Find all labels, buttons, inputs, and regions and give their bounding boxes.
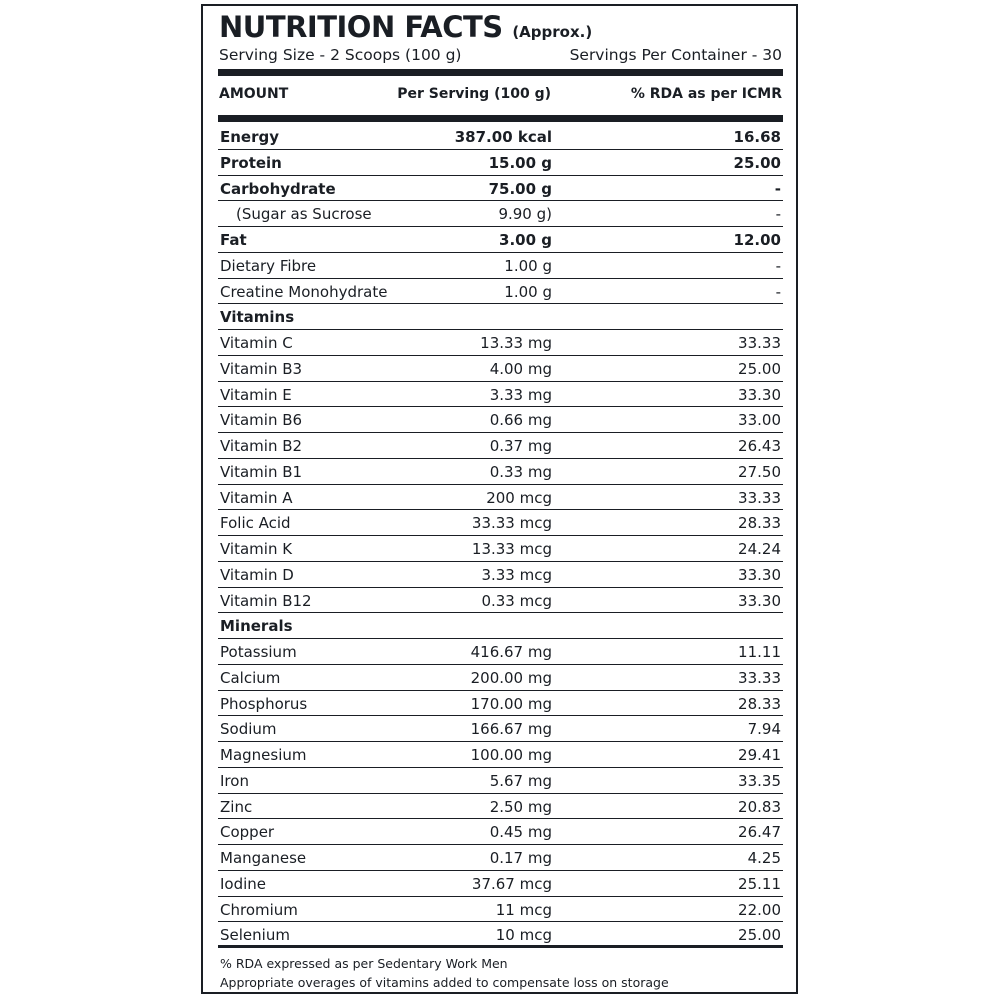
per-serving-value: 3.00 g bbox=[499, 231, 552, 249]
footnotes bbox=[220, 954, 669, 992]
per-serving-header: Per Serving (100 g) bbox=[397, 86, 551, 102]
column-header bbox=[219, 86, 782, 108]
nutrient-name: Iron bbox=[220, 771, 249, 790]
rda-value: 33.35 bbox=[738, 771, 781, 790]
nutrient-name: Manganese bbox=[220, 849, 307, 867]
per-serving-value: 9.90 g) bbox=[498, 205, 552, 224]
rda-value: 26.43 bbox=[738, 437, 781, 455]
rda-value: 7.94 bbox=[747, 720, 781, 739]
per-serving-value: 3.33 mcg bbox=[481, 565, 552, 584]
rda-value: - bbox=[774, 179, 781, 198]
table-row bbox=[218, 304, 783, 330]
nutrient-name: Energy bbox=[220, 128, 280, 146]
thick-divider bbox=[218, 69, 783, 76]
per-serving-value: 0.66 mg bbox=[489, 411, 552, 430]
per-serving-value: 33.33 mcg bbox=[471, 514, 552, 533]
rda-value: 25.11 bbox=[738, 874, 781, 893]
nutrient-name: Carbohydrate bbox=[220, 179, 336, 198]
rda-value: 26.47 bbox=[738, 823, 781, 842]
nutrient-name: Phosphorus bbox=[220, 694, 308, 713]
rda-value: 33.33 bbox=[738, 334, 781, 352]
nutrient-name: Protein bbox=[220, 153, 282, 172]
rda-value: 33.30 bbox=[738, 565, 781, 584]
per-serving-value: 100.00 mg bbox=[470, 746, 552, 764]
per-serving-value: 0.33 mg bbox=[489, 462, 552, 481]
nutrient-name: Chromium bbox=[220, 900, 298, 919]
nutrient-name: Vitamin B12 bbox=[220, 591, 312, 610]
nutrient-name: Sodium bbox=[220, 720, 277, 739]
rda-value: 27.50 bbox=[738, 462, 781, 481]
title-note: (Approx.) bbox=[512, 23, 593, 41]
nutrient-name: Zinc bbox=[220, 797, 253, 816]
nutrient-name: (Sugar as Sucrose bbox=[236, 205, 372, 224]
rda-value: 33.00 bbox=[738, 411, 781, 430]
thick-divider bbox=[218, 115, 783, 122]
label-title bbox=[219, 10, 592, 44]
rda-value: 4.25 bbox=[747, 849, 781, 867]
nutrient-name: Vitamin E bbox=[220, 385, 292, 404]
table-row bbox=[218, 485, 783, 511]
per-serving-value: 3.33 mg bbox=[489, 385, 552, 404]
per-serving-value: 13.33 mcg bbox=[471, 540, 552, 558]
table-row bbox=[218, 845, 783, 871]
nutrient-name: Vitamin C bbox=[220, 334, 293, 352]
table-row bbox=[218, 536, 783, 562]
per-serving-value: 37.67 mcg bbox=[471, 874, 552, 893]
table-row bbox=[218, 510, 783, 536]
bottom-divider bbox=[218, 945, 783, 948]
nutrient-name: Copper bbox=[220, 823, 275, 842]
table-row bbox=[218, 330, 783, 356]
nutrient-name: Vitamin B1 bbox=[220, 462, 303, 481]
table-row bbox=[218, 459, 783, 485]
per-serving-value: 200.00 mg bbox=[470, 668, 552, 687]
table-row bbox=[218, 665, 783, 691]
table-row bbox=[218, 742, 783, 768]
per-serving-value: 200 mcg bbox=[486, 488, 552, 507]
per-serving-value: 416.67 mg bbox=[470, 643, 552, 661]
rda-value: 22.00 bbox=[738, 900, 781, 919]
table-row bbox=[218, 201, 783, 227]
per-serving-value: 0.17 mg bbox=[489, 849, 552, 867]
table-row bbox=[218, 176, 783, 202]
table-row bbox=[218, 639, 783, 665]
table-row bbox=[218, 150, 783, 176]
nutrition-facts-label bbox=[201, 4, 798, 994]
rda-value: 25.00 bbox=[738, 359, 781, 378]
rda-value: 12.00 bbox=[733, 231, 781, 249]
rda-value: 25.00 bbox=[733, 153, 781, 172]
per-serving-value: 2.50 mg bbox=[489, 797, 552, 816]
per-serving-value: 387.00 kcal bbox=[454, 128, 552, 146]
serving-info bbox=[219, 46, 782, 68]
per-serving-value: 166.67 mg bbox=[470, 720, 552, 739]
table-row bbox=[218, 433, 783, 459]
rda-value: 28.33 bbox=[738, 514, 781, 533]
per-serving-value: 1.00 g bbox=[504, 256, 552, 275]
nutrient-table bbox=[218, 124, 783, 948]
table-row bbox=[218, 279, 783, 305]
rda-value: - bbox=[775, 256, 781, 275]
nutrient-name: Fat bbox=[220, 231, 247, 249]
title-text: NUTRITION FACTS bbox=[219, 10, 503, 44]
nutrient-name: Vitamin B3 bbox=[220, 359, 303, 378]
table-row bbox=[218, 716, 783, 742]
amount-header: AMOUNT bbox=[219, 86, 289, 102]
per-serving-value: 0.45 mg bbox=[489, 823, 552, 842]
table-row bbox=[218, 691, 783, 717]
rda-value: 25.00 bbox=[738, 926, 781, 945]
per-serving-value: 15.00 g bbox=[488, 153, 552, 172]
table-row bbox=[218, 356, 783, 382]
nutrient-name: Creatine Monohydrate bbox=[220, 282, 388, 301]
table-row bbox=[218, 613, 783, 639]
rda-value: 33.33 bbox=[738, 668, 781, 687]
per-serving-value: 11 mcg bbox=[495, 900, 552, 919]
rda-value: 28.33 bbox=[738, 694, 781, 713]
nutrient-name: Minerals bbox=[220, 617, 293, 636]
serving-size: Serving Size - 2 Scoops (100 g) bbox=[219, 46, 462, 64]
nutrient-name: Vitamin D bbox=[220, 565, 294, 584]
table-row bbox=[218, 227, 783, 253]
table-row bbox=[218, 794, 783, 820]
per-serving-value: 5.67 mg bbox=[489, 771, 552, 790]
rda-value: 29.41 bbox=[738, 746, 781, 764]
per-serving-value: 10 mcg bbox=[495, 926, 552, 945]
table-row bbox=[218, 897, 783, 923]
per-serving-value: 13.33 mg bbox=[480, 334, 552, 352]
rda-value: - bbox=[775, 205, 781, 224]
servings-per-container: Servings Per Container - 30 bbox=[569, 46, 782, 64]
per-serving-value: 4.00 mg bbox=[489, 359, 552, 378]
nutrient-name: Magnesium bbox=[220, 746, 307, 764]
nutrient-name: Potassium bbox=[220, 643, 297, 661]
table-row bbox=[218, 562, 783, 588]
nutrient-name: Selenium bbox=[220, 926, 290, 945]
nutrient-name: Vitamin K bbox=[220, 540, 293, 558]
table-row bbox=[218, 407, 783, 433]
rda-value: - bbox=[775, 282, 781, 301]
per-serving-value: 0.37 mg bbox=[489, 437, 552, 455]
per-serving-value: 170.00 mg bbox=[470, 694, 552, 713]
footnote-rda: % RDA expressed as per Sedentary Work Men bbox=[220, 956, 508, 971]
nutrient-name: Vitamins bbox=[220, 308, 295, 327]
table-row bbox=[218, 871, 783, 897]
rda-header: % RDA as per ICMR bbox=[630, 86, 782, 102]
footnote-overages: Appropriate overages of vitamins added to compensate loss on storage bbox=[220, 975, 669, 990]
rda-value: 16.68 bbox=[733, 128, 781, 146]
nutrient-name: Folic Acid bbox=[220, 514, 291, 533]
rda-value: 33.33 bbox=[738, 488, 781, 507]
rda-value: 11.11 bbox=[738, 643, 781, 661]
per-serving-value: 75.00 g bbox=[488, 179, 552, 198]
per-serving-value: 1.00 g bbox=[504, 282, 552, 301]
rda-value: 20.83 bbox=[738, 797, 781, 816]
nutrient-name: Calcium bbox=[220, 668, 281, 687]
table-row bbox=[218, 768, 783, 794]
rda-value: 33.30 bbox=[738, 591, 781, 610]
rda-value: 24.24 bbox=[738, 540, 781, 558]
per-serving-value: 0.33 mcg bbox=[481, 591, 552, 610]
table-row bbox=[218, 588, 783, 614]
table-row bbox=[218, 382, 783, 408]
nutrient-name: Dietary Fibre bbox=[220, 256, 317, 275]
nutrient-name: Vitamin B6 bbox=[220, 411, 303, 430]
nutrient-name: Vitamin B2 bbox=[220, 437, 303, 455]
nutrient-name: Iodine bbox=[220, 874, 267, 893]
table-row bbox=[218, 253, 783, 279]
table-row bbox=[218, 124, 783, 150]
table-row bbox=[218, 819, 783, 845]
nutrient-name: Vitamin A bbox=[220, 488, 293, 507]
rda-value: 33.30 bbox=[738, 385, 781, 404]
